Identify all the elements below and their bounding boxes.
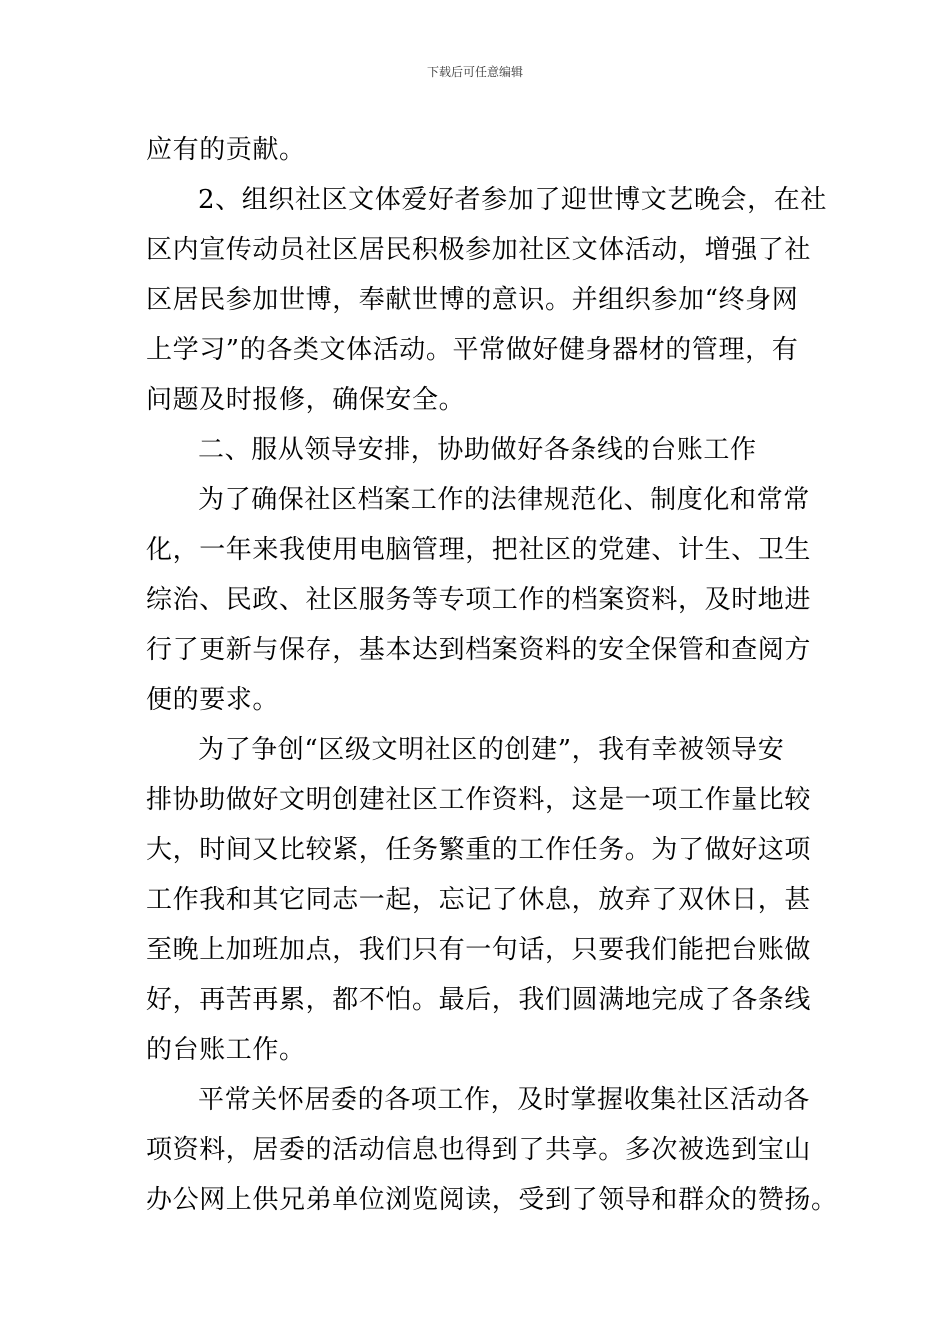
text-line: 区内宣传动员社区居民积极参加社区文体活动，增强了社 xyxy=(146,235,812,265)
text-line: 排协助做好文明创建社区工作资料，这是一项工作量比较 xyxy=(146,785,812,815)
text-line: 大，时间又比较紧，任务繁重的工作任务。为了做好这项 xyxy=(146,835,812,865)
text-line: 应有的贡献。 xyxy=(146,135,306,165)
text-line: 工作我和其它同志一起，忘记了休息，放弃了双休日，甚 xyxy=(146,885,812,915)
text-line: 2、组织社区文体爱好者参加了迎世博文艺晚会，在社 xyxy=(198,185,827,215)
text-line: 办公网上供兄弟单位浏览阅读，受到了领导和群众的赞扬。 xyxy=(146,1185,838,1215)
text-line: 综治、民政、社区服务等专项工作的档案资料，及时地进 xyxy=(146,585,812,615)
text-line: 的台账工作。 xyxy=(146,1035,306,1065)
text-line: 为了确保社区档案工作的法律规范化、制度化和常常 xyxy=(198,485,810,515)
text-line: 好，再苦再累，都不怕。最后，我们圆满地完成了各条线 xyxy=(146,985,812,1015)
text-line: 行了更新与保存，基本达到档案资料的安全保管和查阅方 xyxy=(146,635,812,665)
text-line: 上学习”的各类文体活动。平常做好健身器材的管理，有 xyxy=(146,335,799,365)
text-line: 为了争创“区级文明社区的创建”，我有幸被领导安 xyxy=(198,735,785,765)
text-line: 项资料，居委的活动信息也得到了共享。多次被选到宝山 xyxy=(146,1135,812,1165)
text-line: 区居民参加世博，奉献世博的意识。并组织参加“终身网 xyxy=(146,285,799,315)
section-heading: 二、服从领导安排，协助做好各条线的台账工作 xyxy=(198,435,757,465)
page-header: 下载后可任意编辑 xyxy=(426,65,523,79)
text-line: 便的要求。 xyxy=(146,685,280,715)
text-line: 化，一年来我使用电脑管理，把社区的党建、计生、卫生 xyxy=(146,535,812,565)
text-line: 至晚上加班加点，我们只有一句话，只要我们能把台账做 xyxy=(146,935,812,965)
text-line: 平常关怀居委的各项工作，及时掌握收集社区活动各 xyxy=(198,1085,810,1115)
text-line: 问题及时报修，确保安全。 xyxy=(146,385,466,415)
